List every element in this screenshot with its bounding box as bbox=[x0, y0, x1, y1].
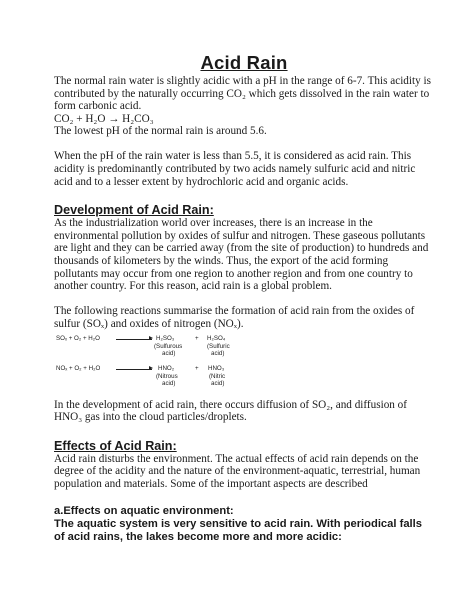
effects-heading: Effects of Acid Rain: bbox=[54, 438, 177, 453]
reaction-1-plus: + bbox=[195, 334, 199, 342]
development-heading: Development of Acid Rain: bbox=[54, 203, 214, 218]
reaction-scheme bbox=[56, 333, 256, 395]
intro-paragraph-3: When the pH of the rain water is less than 5.5, it is considered as acid rain. This acidity is predominantly contributed by two acids namely sulfuric acid and nitric acid and to a lesser extent by hydrochloric acid and organic acids. bbox=[54, 150, 416, 188]
development-paragraph-3: In the development of acid rain, there occurs diffusion of SO₂, and diffusion of HNO₃ gas into the cloud particles/droplets. bbox=[54, 398, 408, 424]
development-paragraph-2: The following reactions summarise the formation of acid rain from the oxides of sulfur (SOₓ) and oxides of nitrogen (NOₓ). bbox=[54, 305, 415, 330]
reaction-2-arrow bbox=[116, 369, 152, 370]
reaction-1-product-1: H₂SO₃ bbox=[156, 334, 175, 342]
reaction-2-product-2: HNO₃ bbox=[208, 364, 225, 372]
reaction-1-product-2-name-2: acid) bbox=[211, 349, 225, 357]
intro-paragraph-2: The lowest pH of the normal rain is around 5.6. bbox=[54, 125, 267, 138]
intro-paragraph-1: The normal rain water is slightly acidic with a pH in the range of 6-7. This acidity is contributed by the naturally occurring CO₂ which gets dissolved in the rain water to form carbonic acid. bbox=[54, 75, 431, 113]
reaction-1-product-1-name-2: acid) bbox=[162, 349, 176, 357]
reaction-2-product-2-name: (Nitric bbox=[209, 372, 226, 380]
reaction-2-reactants: NOₓ + O₂ + H₂O bbox=[56, 364, 101, 372]
carbonic-acid-equation: CO₂ + H₂O → H₂CO₃ bbox=[54, 112, 154, 125]
reaction-2-product-1: HNO₂ bbox=[158, 364, 175, 372]
reaction-2-product-1-name-2: acid) bbox=[162, 379, 176, 387]
reaction-1-product-2: H₂SO₄ bbox=[207, 334, 226, 342]
reaction-2-product-2-name-2: acid) bbox=[211, 379, 225, 387]
effects-paragraph-1: Acid rain disturbs the environment. The actual effects of acid rain depends on the degree of the acidity and the nature of the environment-aquatic, terrestrial, human population and materials. Some of the important aspects are described bbox=[54, 452, 421, 490]
reaction-1-arrow bbox=[116, 339, 152, 340]
aquatic-effects-text: The aquatic system is very sensitive to acid rain. With periodical falls of acid rains, the lakes become more and more acidic: bbox=[54, 518, 422, 543]
aquatic-effects-heading: a.Effects on aquatic environment: bbox=[54, 505, 234, 518]
reaction-1-reactants: SOₓ + O₂ + H₂O bbox=[56, 334, 100, 342]
reaction-2-plus: + bbox=[195, 364, 199, 372]
reaction-1-product-1-name: (Sulfurous bbox=[154, 342, 183, 350]
reaction-1-product-2-name: (Sulfuric bbox=[207, 342, 230, 350]
page-title: Acid Rain bbox=[200, 52, 288, 73]
reaction-2-product-1-name: (Nitrous bbox=[156, 372, 178, 380]
development-paragraph-1: As the industrialization world over increases, there is an increase in the environmental pollution by oxides of sulfur and nitrogen. These gaseous pollutants are light and they can be carried away (from the site of production) to hundreds and thousands of kilometers by the winds. Thus, the export of the acid forming pollutants may occur from one region to another region and from one country to another country. For this reason, acid rain is a global problem. bbox=[54, 217, 429, 293]
